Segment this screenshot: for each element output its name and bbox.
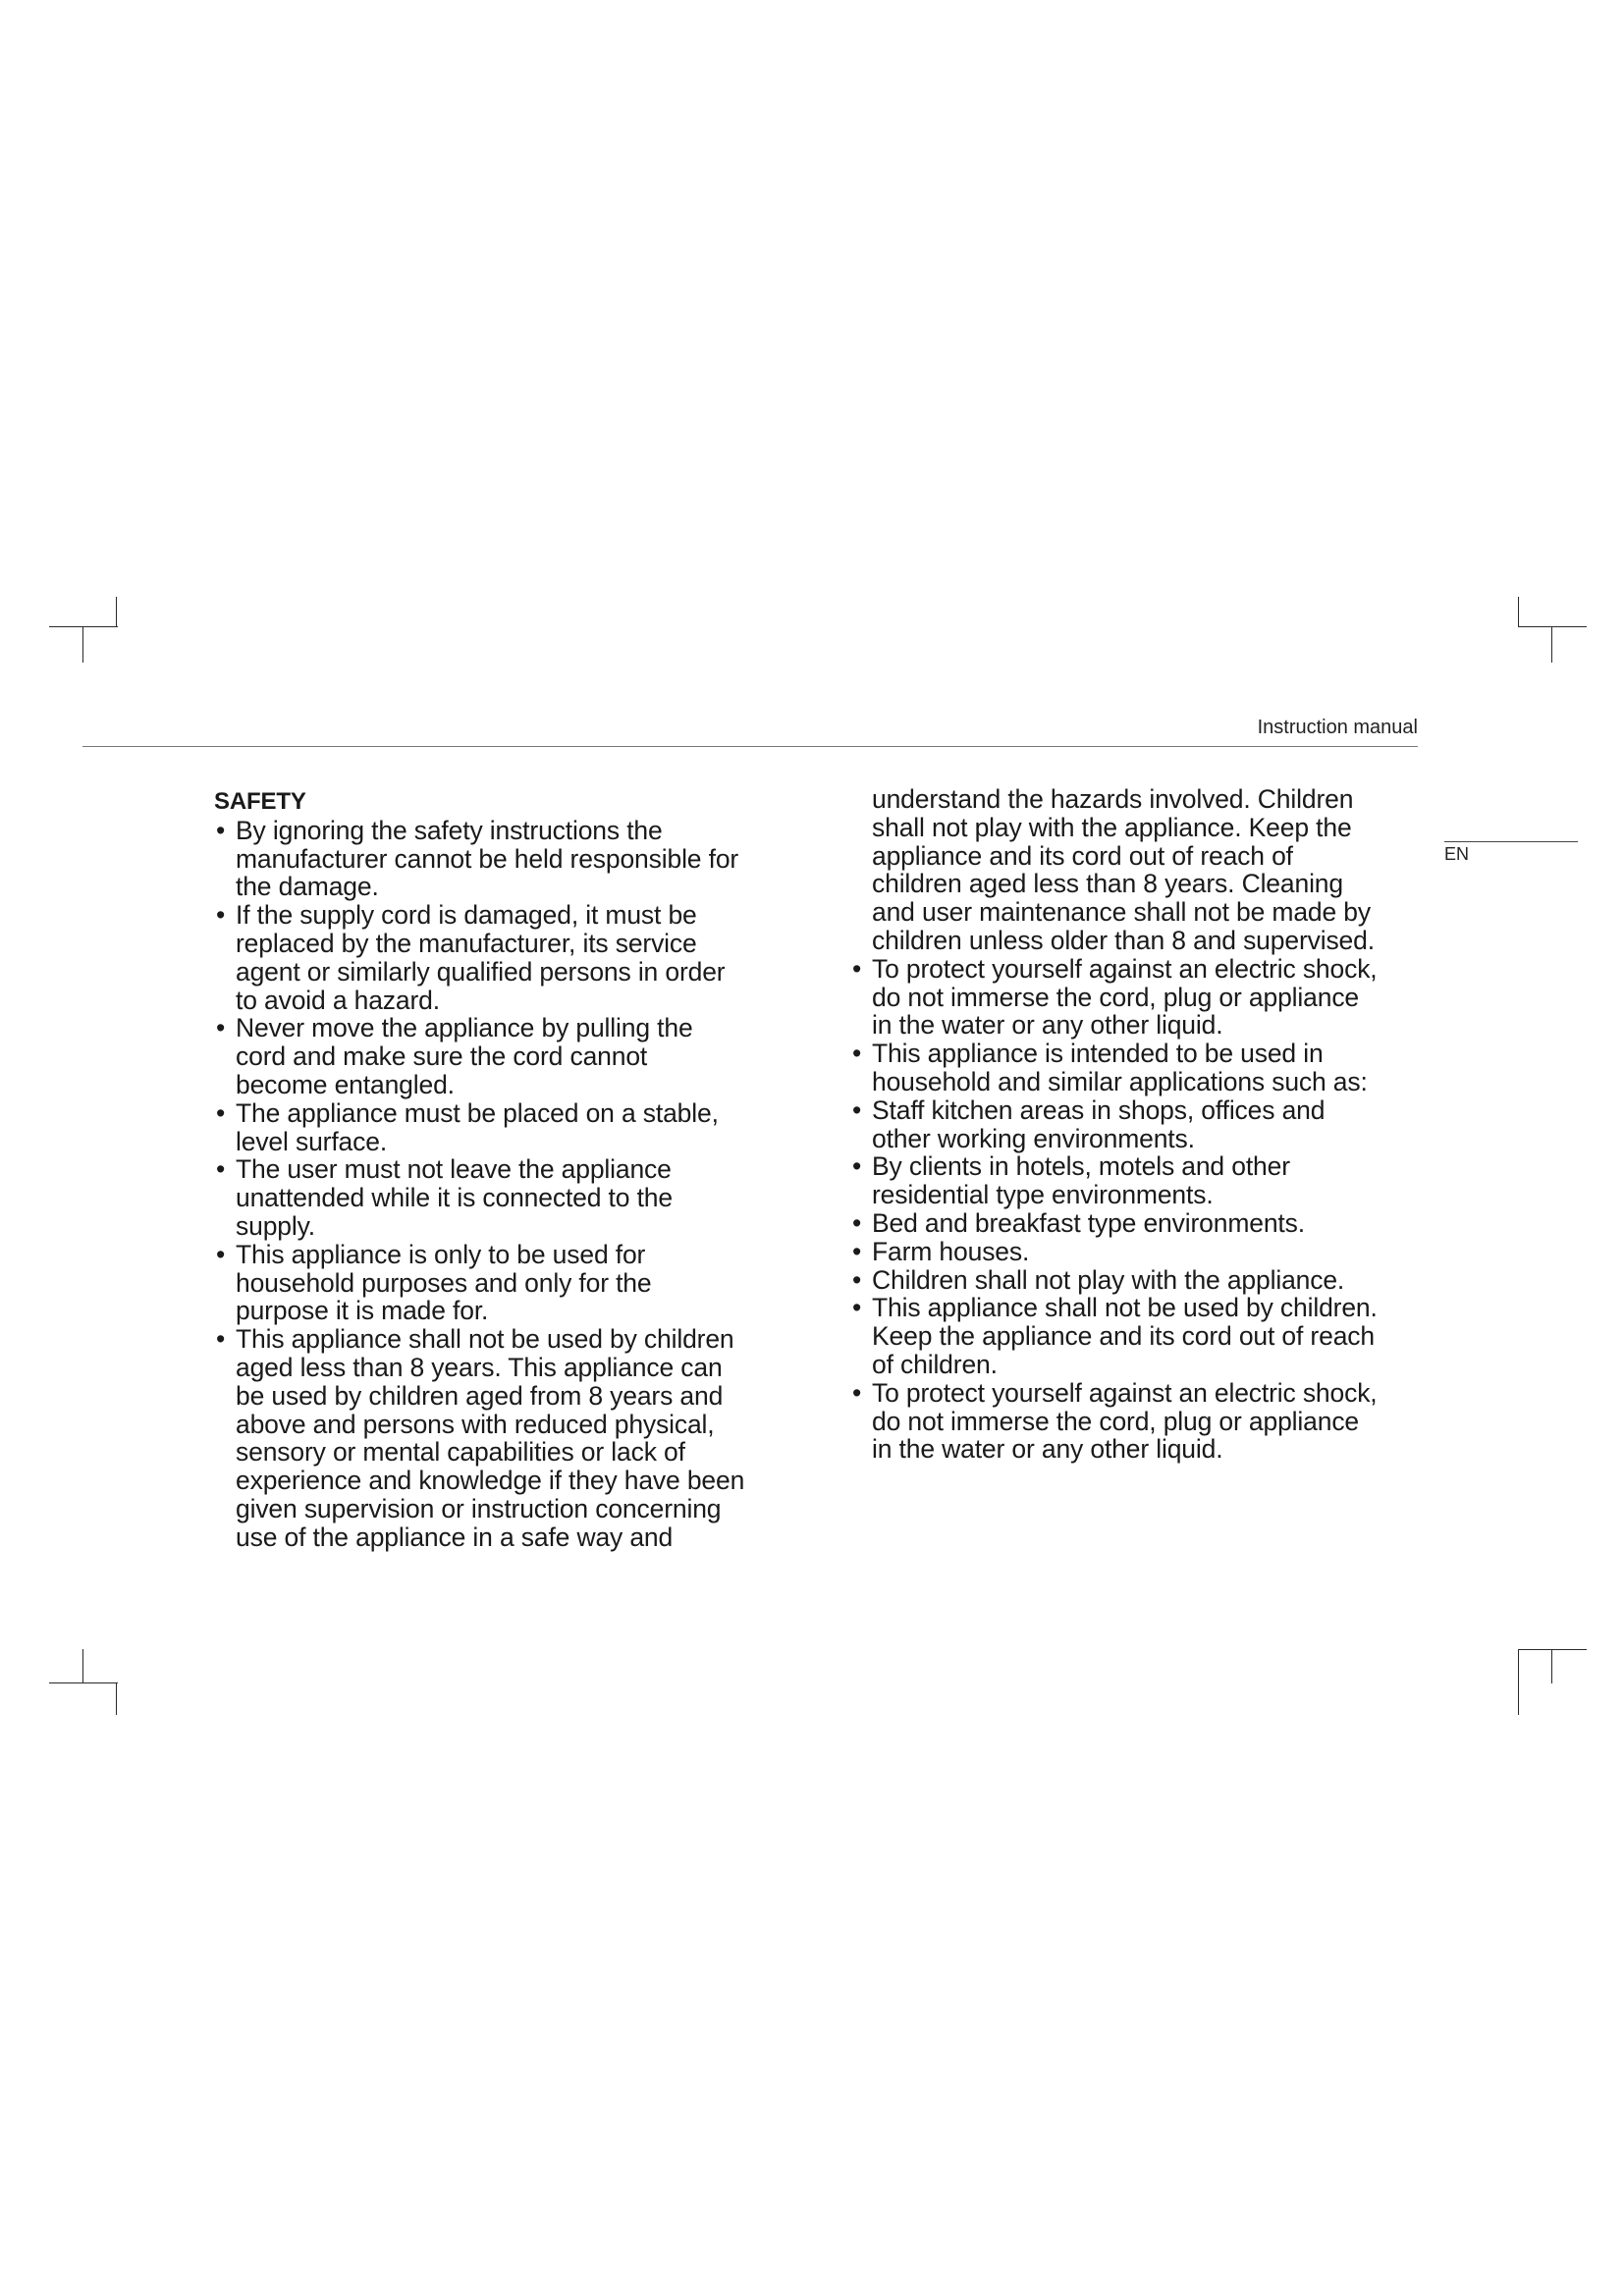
bullet-icon: • [852, 1236, 862, 1266]
safety-list-item [850, 1294, 1439, 1378]
bullet-icon: • [852, 1039, 862, 1069]
section-title: SAFETY [214, 788, 306, 815]
language-tab-rule [1444, 841, 1578, 842]
safety-list-item-text: This appliance shall not be used by children. Keep the appliance and its cord out of reach of children. [872, 1293, 1378, 1379]
safety-list-item [850, 1096, 1439, 1153]
bullet-icon: • [216, 1097, 226, 1128]
bullet-icon: • [852, 1264, 862, 1295]
crop-mark-top-left-vertical-upper [116, 597, 117, 627]
safety-list-item [850, 955, 1439, 1040]
safety-list-item [850, 1040, 1439, 1096]
header-divider [82, 746, 1418, 747]
crop-mark-top-right-vertical-lower [1551, 627, 1552, 663]
crop-mark-bottom-right-horizontal [1518, 1649, 1587, 1650]
safety-list-item-text: If the supply cord is damaged, it must be replaced by the manufacturer, its service agent or similarly qualified persons in order to avoid a hazard. [236, 900, 726, 1015]
crop-mark-bottom-right-vertical-lower [1518, 1649, 1519, 1715]
bullet-icon: • [852, 1377, 862, 1408]
bullet-icon: • [852, 1095, 862, 1125]
header-title: Instruction manual [1257, 717, 1418, 738]
safety-list-item [214, 1155, 823, 1240]
safety-list-item-text: To protect yourself against an electric shock, do not immerse the cord, plug or appliance in the water or any other liquid. [872, 953, 1378, 1041]
safety-list-item [214, 901, 823, 1014]
safety-list-item-text: This appliance shall not be used by children aged less than 8 years. This appliance can be used by children aged from 8 years and above and persons with reduced physical, sensory or mental capabilities or lack of experience and knowledge if they have been given supervision or instruction concerning use of the appliance in a safe way and [236, 1324, 745, 1552]
safety-list-left [214, 817, 823, 1552]
bullet-icon: • [216, 1324, 226, 1355]
safety-list-item-text: This appliance is intended to be used in household and similar applications such as: [872, 1039, 1368, 1096]
safety-list-right [850, 955, 1439, 1464]
safety-list-item-text: The appliance must be placed on a stable, level surface. [236, 1097, 719, 1156]
bullet-icon: • [216, 1239, 226, 1269]
safety-list-item [850, 1266, 1439, 1295]
bullet-icon: • [852, 953, 862, 984]
bullet-icon: • [216, 1013, 226, 1043]
bullet-icon: • [852, 1207, 862, 1238]
crop-mark-bottom-right-vertical-upper [1551, 1649, 1552, 1683]
crop-mark-top-right-horizontal [1518, 626, 1587, 627]
bullet-icon: • [852, 1151, 862, 1182]
safety-list-item-text: Never move the appliance by pulling the cord and make sure the cord cannot become entangled. [236, 1013, 693, 1099]
crop-mark-top-right-vertical-upper [1518, 597, 1519, 627]
safety-list-item-text: This appliance is only to be used for household purposes and only for the purpose it is made for. [236, 1239, 652, 1326]
safety-list-item [214, 1241, 823, 1325]
safety-column-left [214, 788, 823, 1552]
crop-mark-bottom-left-horizontal [49, 1682, 118, 1683]
safety-list-item-text: Bed and breakfast type environments. [872, 1207, 1305, 1238]
safety-list-item [850, 1379, 1439, 1464]
bullet-icon: • [216, 815, 226, 845]
crop-mark-top-left-horizontal [49, 626, 118, 627]
safety-column-right [850, 785, 1439, 1464]
safety-list-item-text: Children shall not play with the appliance. [872, 1264, 1345, 1295]
bullet-icon: • [216, 900, 226, 931]
bullet-icon: • [852, 1293, 862, 1323]
crop-mark-top-left-vertical-lower [82, 627, 83, 663]
safety-list-item-text: The user must not leave the appliance unattended while it is connected to the supply. [236, 1154, 673, 1241]
crop-mark-bottom-left-vertical-lower [116, 1683, 117, 1715]
safety-list-item [850, 1152, 1439, 1209]
safety-list-item-text: By ignoring the safety instructions the manufacturer cannot be held responsible for the damage. [236, 815, 739, 902]
safety-list-item [214, 1325, 823, 1551]
continuation-paragraph: understand the hazards involved. Children shall not play with the appliance. Keep the appliance and its cord out of reach of children aged less than 8 years. Cleaning and user maintenance shall not be made by children unless older than 8 and supervised. [872, 784, 1375, 955]
bullet-icon: • [216, 1154, 226, 1185]
safety-list-item [850, 1209, 1439, 1238]
safety-list-item [214, 817, 823, 901]
safety-list-item [214, 1099, 823, 1156]
crop-mark-bottom-left-vertical-upper [82, 1649, 83, 1683]
safety-list-item-text: Farm houses. [872, 1236, 1030, 1266]
safety-list-item [214, 1014, 823, 1098]
safety-list-item-text: By clients in hotels, motels and other residential type environments. [872, 1151, 1290, 1210]
safety-list-item-text: Staff kitchen areas in shops, offices and other working environments. [872, 1095, 1326, 1153]
language-tag: EN [1444, 844, 1470, 864]
safety-list-item-text: To protect yourself against an electric shock, do not immerse the cord, plug or appliance in the water or any other liquid. [872, 1377, 1378, 1465]
safety-list-item [850, 1238, 1439, 1266]
